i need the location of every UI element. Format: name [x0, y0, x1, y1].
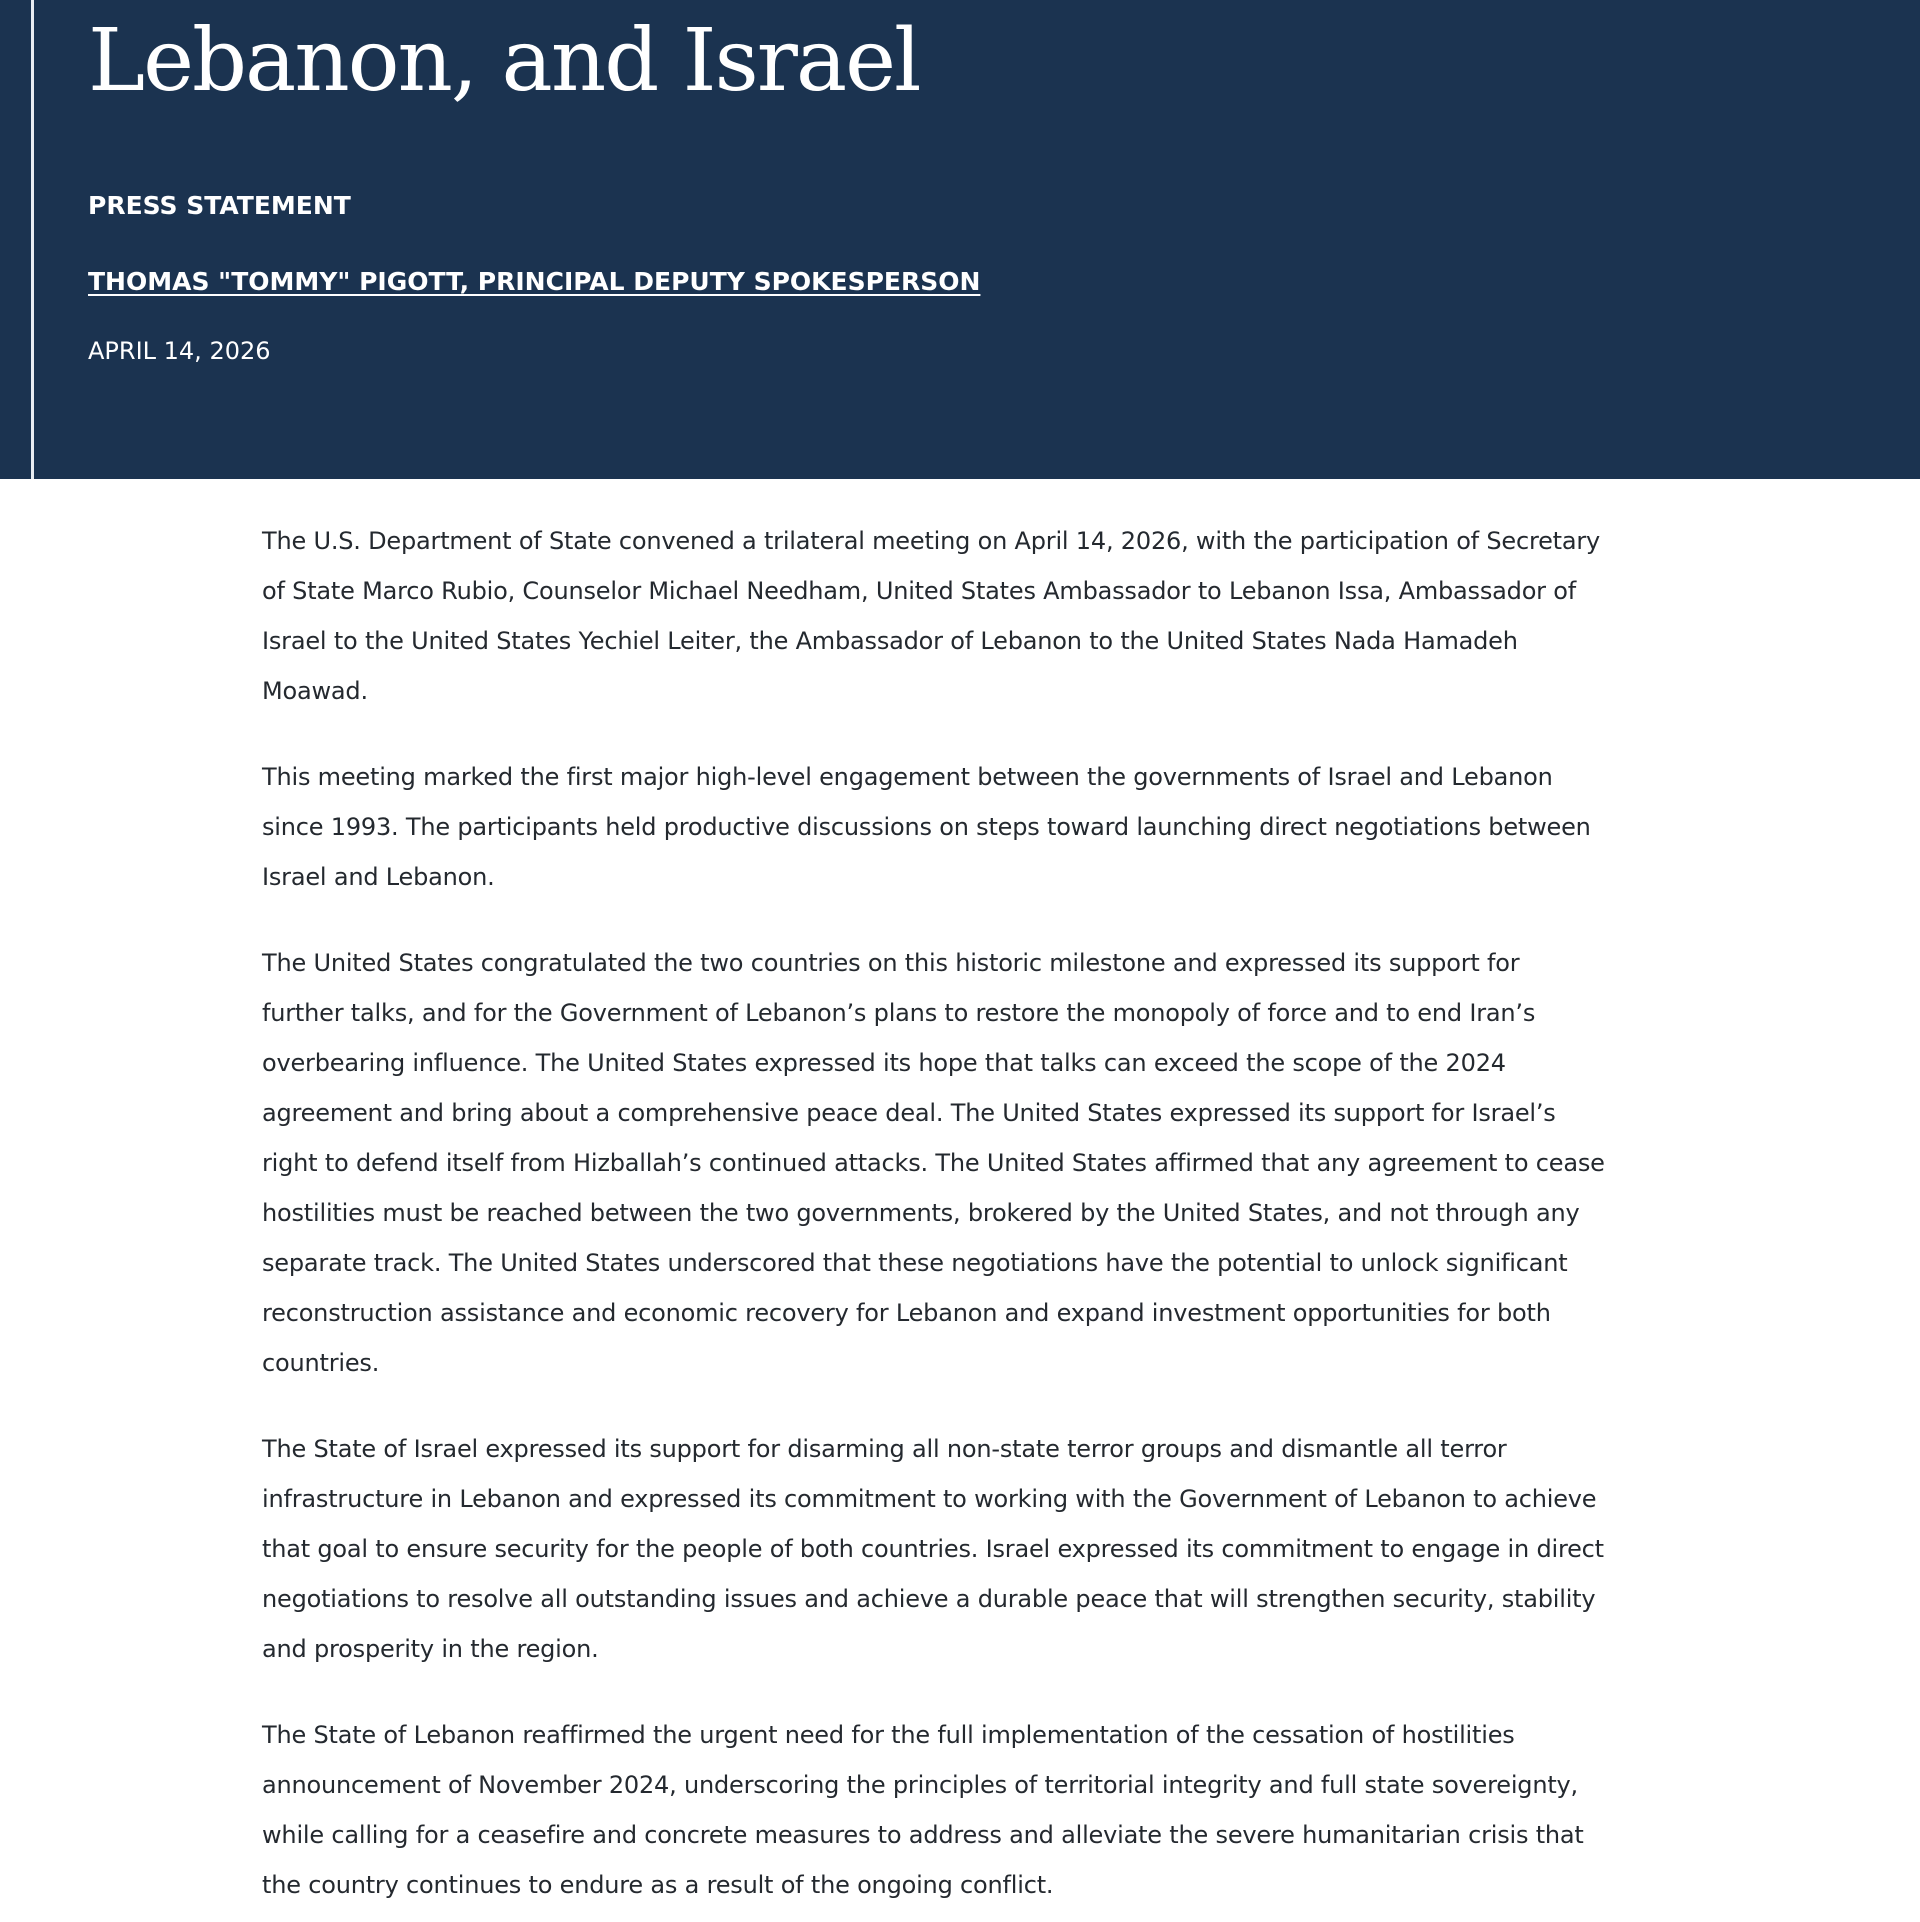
press-statement-body — [262, 516, 1607, 1922]
page-title — [88, 0, 1918, 111]
body-paragraph-4: The State of Israel expressed its support for disarming all non-state terror groups and dismantle all terror infrastructure in Lebanon and expressed its commitment to working with the Government of Lebanon to achieve that goal to ensure security for the people of both countries. Israel expressed its commitment to engage in direct negotiations to resolve all outstanding issues and achieve a durable peace that will strengthen security, stability and prosperity in the region. — [262, 1435, 1604, 1663]
body-paragraph-2: This meeting marked the first major high-level engagement between the governments of Israel and Lebanon since 1993. The participants held productive discussions on steps toward launching direct negotiations between Israel and Lebanon. — [262, 763, 1591, 891]
press-statement-header — [0, 0, 1920, 479]
body-paragraph-5: The State of Lebanon reaffirmed the urgent need for the full implementation of the cessation of hostilities announcement of November 2024, underscoring the principles of territorial integrity and full state sovereignty, while calling for a ceasefire and concrete measures to address and alleviate the severe humanitarian crisis that the country continues to endure as a result of the ongoing conflict. — [262, 1721, 1584, 1899]
header-left-rule — [31, 0, 34, 479]
body-paragraph-1: The U.S. Department of State convened a trilateral meeting on April 14, 2026, with the participation of Secretary of State Marco Rubio, Counselor Michael Needham, United States Ambassador to Lebanon Issa, Ambassador of Israel to the United States Yechiel Leiter, the Ambassador of Lebanon to the United States Nada Hamadeh Moawad. — [262, 527, 1601, 705]
publication-date: APRIL 14, 2026 — [88, 337, 271, 365]
spokesperson-link[interactable]: THOMAS "TOMMY" PIGOTT, PRINCIPAL DEPUTY SPOKESPERSON — [88, 267, 981, 296]
press-statement-label: PRESS STATEMENT — [88, 191, 351, 220]
body-paragraph-3: The United States congratulated the two countries on this historic milestone and expressed its support for further talks, and for the Government of Lebanon’s plans to restore the monopoly of force and to end Iran’s overbearing influence. The United States expressed its hope that talks can exceed the scope of the 2024 agreement and bring about a comprehensive peace deal. The United States expressed its support for Israel’s right to defend itself from Hizballah’s continued attacks. The United States affirmed that any agreement to cease hostilities must be reached between the two governments, brokered by the United States, and not through any separate track. The United States underscored that these negotiations have the potential to unlock significant reconstruction assistance and economic recovery for Lebanon and expand investment opportunities for both countries. — [262, 949, 1605, 1377]
page-title-line-2: Lebanon, and Israel — [88, 11, 920, 111]
